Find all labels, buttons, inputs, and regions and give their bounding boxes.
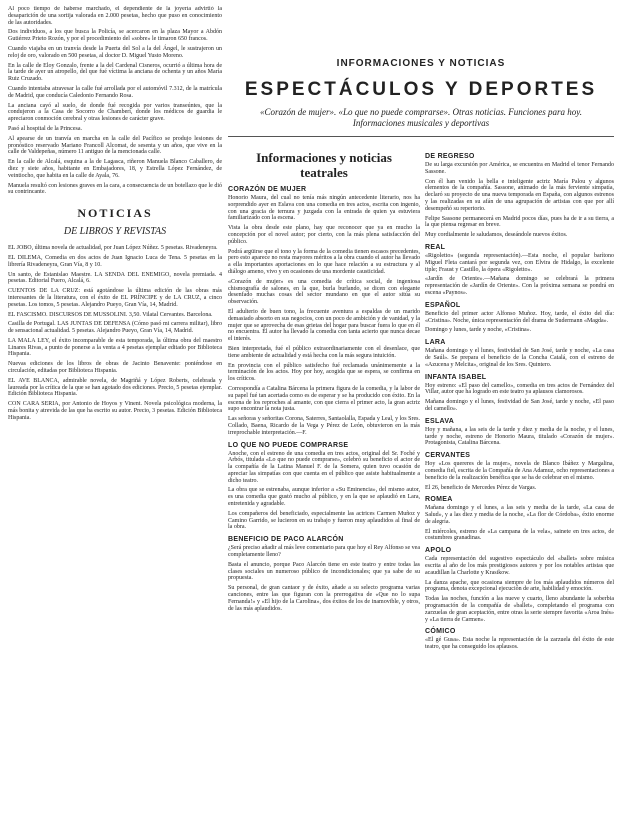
article-paragraph: Bien interpretada, fué el público extraordinariamente con el desenlace, que tiene ambiente de actualidad y está hecha con la más segura intuición. [228, 345, 420, 359]
title-deck: «Corazón de mujer». «Lo que no puede comprarse». Otras noticias. Funciones para hoy. Informaciones musicales y deportivas [260, 107, 582, 128]
theater-paragraph: Mañana domingo y el lunes, festividad de San José, tarde y noche, «El paso del camello». [425, 399, 614, 412]
theater-paragraph: Hoy «Los quereres de la mujer», novela de Blanco Ibáñez y Margalina, comedia fiel, escrita de la Compañía de Ana Adamuz, ocho representaciones a beneficio de la realización benéfica que se ha de celebrar en el mismo. [425, 461, 614, 481]
article-paragraph: ¿Será preciso añadir al más leve comentario para que hoy el Rey Alfonso se vea completamente lleno? [228, 545, 420, 559]
theater-heading: ROMEA [425, 496, 453, 504]
theater-heading: ESPAÑOL [425, 301, 461, 309]
article-paragraph: Basta el anuncio, porque Paco Alarcón tiene en este teatro y entre todas las clases sociales un numeroso público de incondicionales; que ya sabe de su propuesta. [228, 561, 420, 582]
book-notice: CUENTOS DE LA CRUZ: está agotándose la última edición de las obras más interesantes de la literatura, con el éxito de EL PRÍNCIPE y de LA CRUZ, a cinco pesetas. Los tomos, 5 pesetas. Alejandro Pueyo, Gran Vía, 14, Madrid. [8, 288, 222, 308]
article-paragraph: Anoche, con el estreno de una comedia en tres actos, original del Sr. Foché y Arbós, titulada «Lo que no puede comprarse», celebró su beneficio el actor de la compañía de la Latina Manuel F. de la Somera, quien tuvo ocasión de apreciar las simpatías con que cuenta en el público que asiste habitualmente a dicho teatro. [228, 450, 420, 484]
theater-paragraph: «Jardín de Oriente».—Mañana domingo se celebrará la primera representación de «Jardín de Oriente». Con la próxima semana se pondrá en escena «Paynos». [425, 276, 614, 296]
theater-paragraph: «El gé Gusa». Esta noche la representación de la zarzuela del éxito de este teatro, que ha conseguido los aplausos. [425, 637, 614, 651]
article-heading: BENEFICIO DE PACO ALARCÓN [228, 536, 344, 544]
theater-heading: DE REGRESO [425, 153, 475, 160]
theater-paragraph: Felipe Sassone permanecerá en Madrid pocos días, pues ha de ir a su tierra, a la que piensa regresar en breve. [425, 215, 614, 229]
theater-paragraph: El miércoles, estreno de «La campana de la vela», sainete en tres actos, de costumbres granadinas. [425, 528, 614, 542]
article-heading: CORAZÓN DE MUJER [228, 186, 307, 193]
news-paragraph: Cuando intentaba atravesar la calle fué arrollada por el automóvil 7.312, de la matrícula de Madrid, que conducía Caledonio Fernando Rosa. [8, 85, 222, 99]
article-paragraph: La obra que se estrenaba, aunque inferior a «Su Eminencia», del mismo autor, es una comedia que gustó mucho al público, y en la que se aplaudió en Lara, entretenida y agradable. [228, 487, 420, 508]
theater-heading: INFANTA ISABEL [425, 373, 487, 381]
theater-paragraph: Muy cordialmente le saludamos, deseándole nuevos éxitos. [425, 232, 568, 239]
article-paragraph: Su personal, de gran cantaor y de éxito, añade a su selecto programa varias canciones, entre las que figuran con la prerrogativa de «Que no lo supa Fernanda!» y «El hijo de la Carolina», dos éxitos de los de inamovible, y otros, de las más aplaudidos. [228, 585, 420, 612]
article-paragraph: Vista la obra desde este plano, hay que reconocer que ya en mucho la concepción por el novel autor; por cierto, con la más plena satisfacción del público. [228, 225, 420, 245]
book-notice: LA MALA LEY, el éxito incomparable de esta temporada, la última obra del maestro Linares Rivas, a punto de ponerse a la venta a 4 pesetas ejemplar editado por Biblioteca Hispania. [8, 337, 222, 358]
theater-heading: CERVANTES [425, 452, 471, 460]
books-header [8, 206, 222, 239]
article-heading: LO QUE NO PUEDE COMPRARSE [228, 441, 349, 449]
theater-heading: CÓMICO [425, 628, 456, 636]
news-paragraph: Al apearse de un tranvía en marcha en la calle del Pacífico se produjo lesiones de pronóstico reservado Mariano Francoll Alcomat, de sesenta y un años, que vive en la calle de Valdepeñas, número 11 antiguo de la mencionada calle. [8, 135, 222, 156]
divider [228, 136, 614, 137]
section-band: INFORMACIONES Y NOTICIAS [336, 58, 506, 69]
books-title: NOTICIAS [77, 206, 153, 221]
book-notice: CON CARA SERIA, por Antonio de Hoyos y Vinent. Novela psicológica moderna, la más bonita y atrevida de las que ha escrito su autor. Precio, 3 pesetas. Edición Biblioteca Hispania. [8, 401, 222, 421]
article-paragraph: Las señoras y señoritas Corona, Saterres, Santaolalla, Espada y Leal, y los Sres. Collado, Baena, Ricardo de la Vega y Pérez de León, obtuvieron en la más irreprochable interpretación.—F. [228, 416, 420, 436]
book-notice: EL FASCISMO. DISCURSOS DE MUSSOLINI. 3,50. Vilatal Cervantes. Barcelona. [8, 311, 213, 318]
right-column [425, 148, 614, 832]
page-title: ESPECTÁCULOS Y DEPORTES [244, 79, 598, 100]
book-notice: Casilla de Portugal. LAS JUNTAS DE DEFENSA (Cómo pasó mi carrera militar), libro de sensacional actualidad. 5 pesetas. Alejandro Pueyo, Gran Vía, 14, Madrid. [8, 321, 222, 335]
theater-paragraph: Mañana domingo y el lunes, a las seis y media de la tarde, «La casa de Salud», y a las diez y media de la noche, «La flor de Córdoba», éxito enorme de alegría. [425, 505, 614, 525]
theater-paragraph: El 26, beneficio de Mercedes Pérez de Vargas. [425, 484, 537, 491]
book-notice: EL AVE BLANCA, admirable novela, de Magriñá y López Roberts, celebrada y laureada por la crítica de la que se han agotado dos ediciones. Precio, 5 pesetas ejemplar. Edición Biblioteca Hispania. [8, 377, 222, 398]
article-paragraph: Correspondía a Catalina Bárcena la primera figura de la comedia, y la labor de su papel fué tan acertada como es de esperar y se ha producido con éxito. En la escena de los reproches al amante, con que cierra el primer acto, la gran actriz supo encontrar la nota justa. [228, 385, 420, 413]
theater-paragraph: De su larga excursión por América, se encuentra en Madrid el tenor Fernando Sassone. [425, 162, 614, 175]
section-title-line: teatrales [300, 165, 348, 180]
theater-heading: LARA [425, 339, 446, 347]
news-paragraph: Al poco tiempo de haberse marchado, el dependiente de la joyería advirtió la desaparición de una sortija valorada en 2.000 pesetas, hecho que puso en conocimiento de las autoridades. [8, 6, 222, 26]
theater-paragraph: «Rigoletto» (segunda representación).—Esta noche, el popular barítono Miguel Fleta cantará por segunda vez, con Elvira de Hidalgo, la excelente tiple; Fraust y Castillo, la ópera «Rigoletto». [425, 252, 614, 273]
theater-heading: APOLO [425, 547, 452, 555]
news-paragraph: Pasó al hospital de la Princesa. [8, 125, 82, 132]
article-paragraph: En provincia con el público satisfecho fué reclamada unánimemente a la terminación de los actos. Hoy por hoy, acogida que se espera, se confirma en los críticos. [228, 362, 420, 383]
right-area [228, 6, 614, 832]
left-column [8, 6, 222, 832]
theater-heading: ESLAVA [425, 417, 455, 425]
section-title-line: Informaciones y noticias [256, 150, 392, 165]
theater-paragraph: Cada representación del sugestivo espectáculo del «ballet» sobre música escrita al año de los más prestigiosos autores y por los notables artistas que acaudillan la Charlotte y Krasikow. [425, 556, 614, 576]
book-notice: EL DILEMA, Comedia en dos actos de Juan Ignacio Luca de Tena. 5 pesetas en la librería Rivadeneyra, Gran Vía, 8 y 10. [8, 254, 222, 268]
theater-paragraph: Mañana domingo y el lunes, festividad de San José, tarde y noche, «La casa de Saúl». Se prepara el beneficio de la Concha Catalá, con el estreno de «Azucena y Melcita», original de los Sres. Quintero. [425, 348, 614, 368]
news-paragraph: En la calle de Alcalá, esquina a la de Lagasca, riñeron Manuela Blanco Caballero, de diez y siete años, habitante en Embajadores, 18, y Estrella López Fernández, de veintiocho, que habita en la calle de Ayala, 76. [8, 159, 222, 179]
article-paragraph: Honorio Maura, del cual no tenía más ningún antecedente literario, nos ha sorprendido ayer en Eslava con una comedia en tres actos, escrita con ingenio, con una gracia de ternura y juzgada con la entrada de quien ya estuviera familiarizado con la escena. [228, 195, 420, 222]
theater-paragraph: Beneficio del primer actor Alfonso Muñoz. Hoy, tarde, el éxito del día: «Cristina». Noche, única representación del drama de Sudermann «Magda». [425, 310, 614, 324]
article-paragraph: Los compañeros del beneficiado, especialmente las actrices Carmen Muñoz y Camino Garrido, se lucieron en su trabajo y fueron muy aplaudidos al final de la obra. [228, 510, 420, 531]
news-paragraph: Dos individuos, a los que busca la Policía, se acercaron en la plaza Mayor a Abdón Gutiérrez Prieto Rozón, y por el procedimiento del «sobre» le timaron 650 francos. [8, 29, 222, 43]
book-notice: Nuevas ediciones de los libros de obras de Jacinto Benavente: poniéndose en circulación, editadas por Biblioteca Hispania. [8, 361, 222, 375]
theater-paragraph: Hoy y mañana, a las seis de la tarde y diez y media de la noche, y el lunes, tarde y noche, estreno de Honorio Maura, titulado «Corazón de mujer». Protagonista, Catalina Bárcena. [425, 426, 614, 447]
news-paragraph: Cuando viajaba en un tranvía desde la Puerta del Sol a la del Ángel, le sustrajeron un reloj de oro, valorado en 500 pesetas, al doctor D. Miguel Yusto Moreno. [8, 45, 222, 59]
article-paragraph: El adulterio de buen tono, la frecuente aventura a espaldas de un marido demasiado absorto en sus negocios, con un poco de ambición y de vanidad, y la mujer que se aprovecha de esas grietas del hogar para buscar fuera lo que en él no encuentra. El autor ha llevado la comedia con tanta acierto que nunca decae el interés. [228, 308, 420, 343]
theater-paragraph: Con él han venido la bella e inteligente actriz María Palou y algunos elementos de la compañía. Sassone, animado de la más ferviente simpatía, declaró su proyecto de una nueva temporada en España, con algunos estrenos y las realizadas en su afán de una agrupación de artistas con que por allí desempeñó su repertorio. [425, 178, 614, 212]
theater-paragraph: Todas las noches, función a las nueve y cuarto, lleno abundante la soberbia programación de la compañía de «ballet», completando el programa con zarzuelas de gran aceptación, entre otras la serie siempre favorita «Aroa Inés» y «La tierra de Carmen». [425, 596, 614, 623]
books-subtitle: DE LIBROS Y REVISTAS [63, 226, 167, 238]
theater-heading: REAL [425, 243, 446, 251]
theater-paragraph: La danza apache, que ocasiona siempre de los más aplaudidos números del programa, denota excepcional ejecución de arte, habilidad y emoción. [425, 579, 614, 593]
theater-paragraph: Domingo y lunes, tarde y noche, «Cristina». [425, 327, 532, 334]
news-paragraph: Manuela resultó con lesiones graves en la cara, a consecuencia de un botellazo que le dió su contrincante. [8, 182, 222, 196]
section-title [228, 150, 420, 180]
article-paragraph: Podrá argüirse que el tono y la forma de la comedia tienen escasos precedentes, pero esto aparece no resta mayores méritos a la obra cuando el autor ha llevado a ella importantes aportaciones en lo que hace relación a su estructura y al diálogo ameno, vivo y en ocasiones de una mordente causticidad. [228, 248, 420, 275]
theater-paragraph: Hoy estreno: «El paso del camello», comedia en tres actos de Fernández del Villar, autor que ha logrado en este teatro ya aplausos clamorosos. [425, 382, 614, 396]
news-paragraph: En la calle de Eloy Gonzalo, frente a la del Cardenal Cisneros, ocurrió a última hora de la tarde de ayer un atropello, del que fué víctima la anciana de ochenta y un años María Ruiz Cruzado. [8, 62, 222, 83]
book-notice: Un santo, de Estanislao Maestre. LA SENDA DEL ENEMIGO, novela premiada. 4 pesetas. Editorial Fuero, Alcalá, 6. [8, 271, 222, 285]
book-notice: EL JOBO, última novela de actualidad, por Juan López Núñez. 5 pesetas. Rivadeneyra. [8, 245, 218, 252]
middle-column [228, 148, 420, 832]
news-paragraph: La anciana cayó al suelo, de donde fué recogida por varios transeúntes, que la condujeron a la Casa de Socorro de Chamberí, donde los médicos de guardia le apreciaron conmoción cerebral y otras lesiones de carácter grave. [8, 102, 222, 123]
article-paragraph: «Corazón de mujer» es una comedia de crítica social, de ingeniosa chismografía de salones, en la que, burla burlando, se dicen con elegante desenfado muchas cosas del sector mundano en que el autor sitúa su observación. [228, 278, 420, 306]
